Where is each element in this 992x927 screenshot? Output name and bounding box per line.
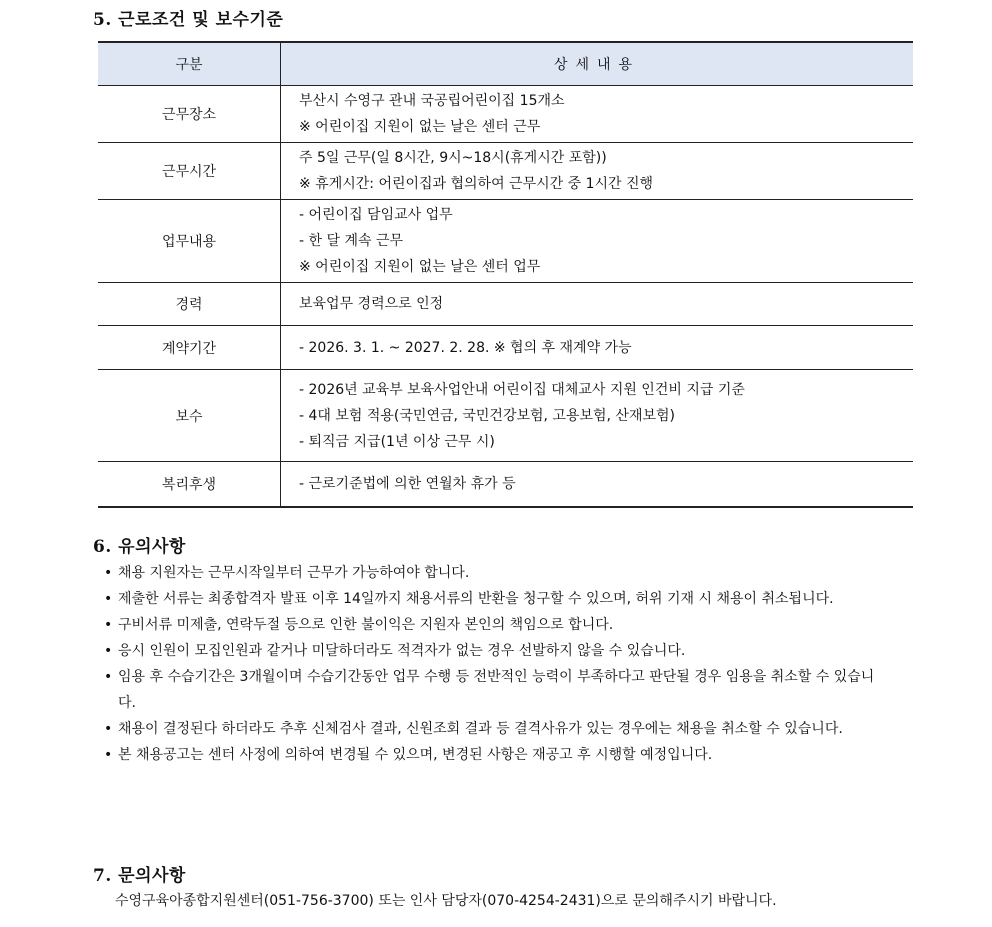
content-line: 주 5일 근무(일 8시간, 9시~18시(휴게시간 포함)) (299, 150, 607, 166)
section-6-title: 6. 유의사항 (93, 537, 186, 557)
content-line: - 2026. 3. 1. ~ 2027. 2. 28. ※ 협의 후 재계약 가능 (299, 339, 632, 356)
row-label-contract-period: 계약기간 (98, 326, 281, 370)
row-content-work-place (281, 86, 914, 143)
row-content-work-hours (281, 143, 914, 200)
content-line: - 어린이집 담임교사 업무 (299, 207, 453, 223)
content-line: ※ 어린이집 지원이 없는 날은 센터 업무 (299, 259, 541, 275)
list-item (104, 742, 884, 768)
note-text: 구비서류 미제출, 연락두절 등으로 인한 불이익은 지원자 본인의 책임으로 합니다. (118, 617, 614, 633)
content-line: - 2026년 교육부 보육사업안내 어린이집 대체교사 지원 인건비 지급 기준 (299, 381, 745, 398)
bullet-icon: • (104, 669, 113, 685)
list-item (104, 586, 884, 612)
table-row (98, 326, 913, 370)
note-text: 채용 지원자는 근무시작일부터 근무가 가능하여야 합니다. (118, 565, 470, 581)
content-line: - 퇴직금 지급(1년 이상 근무 시) (299, 433, 495, 450)
content-line: ※ 어린이집 지원이 없는 날은 센터 근무 (299, 119, 541, 135)
note-text: 채용이 결정된다 하더라도 추후 신체검사 결과, 신원조회 결과 등 결격사유가 있는 경우에는 채용을 취소할 수 있습니다. (118, 721, 843, 737)
table-row (98, 86, 913, 143)
note-text: 응시 인원이 모집인원과 같거나 미달하더라도 적격자가 없는 경우 선발하지 않을 수 있습니다. (118, 643, 686, 659)
header-details: 상세내용 (281, 42, 914, 86)
row-label-salary: 보수 (98, 370, 281, 462)
note-text: 임용 후 수습기간은 3개월이며 수습기간동안 업무 수행 등 전반적인 능력이 부족하다고 판단될 경우 임용을 취소할 수 있습니다. (118, 669, 875, 711)
table-row (98, 370, 913, 462)
row-label-experience: 경력 (98, 283, 281, 326)
list-item (104, 664, 884, 716)
bullet-icon: • (104, 591, 113, 607)
table-row (98, 143, 913, 200)
row-label-work-hours: 근무시간 (98, 143, 281, 200)
content-line: ※ 휴게시간: 어린이집과 협의하여 근무시간 중 1시간 진행 (299, 176, 654, 192)
contact-info: 수영구육아종합지원센터(051-756-3700) 또는 인사 담당자(070-4254-2431)으로 문의해주시기 바랍니다. (115, 893, 777, 909)
table-row (98, 462, 913, 507)
working-conditions-table (98, 41, 913, 508)
bullet-icon: • (104, 643, 113, 659)
content-line: - 근로기준법에 의한 연월차 휴가 등 (299, 475, 516, 492)
row-label-work-place: 근무장소 (98, 86, 281, 143)
content-line: 부산시 수영구 관내 국공립어린이집 15개소 (299, 93, 565, 109)
note-text: 제출한 서류는 최종합격자 발표 이후 14일까지 채용서류의 반환을 청구할 수 있으며, 허위 기재 시 채용이 취소됩니다. (118, 591, 834, 607)
row-content-duties (281, 200, 914, 283)
table-header-row (98, 42, 913, 86)
bullet-icon: • (104, 565, 113, 581)
section-7-title: 7. 문의사항 (93, 866, 186, 886)
row-content-salary (281, 370, 914, 462)
list-item (104, 638, 884, 664)
list-item (104, 612, 884, 638)
row-content-contract-period (281, 326, 914, 370)
bullet-icon: • (104, 617, 113, 633)
table-row (98, 200, 913, 283)
row-label-duties: 업무내용 (98, 200, 281, 283)
content-line: - 한 달 계속 근무 (299, 233, 403, 249)
list-item (104, 716, 884, 742)
bullet-icon: • (104, 721, 113, 737)
content-line: - 4대 보험 적용(국민연금, 국민건강보험, 고용보험, 산재보험) (299, 407, 675, 424)
row-content-experience (281, 283, 914, 326)
section-5-title: 5. 근로조건 및 보수기준 (93, 10, 284, 30)
note-text: 본 채용공고는 센터 사정에 의하여 변경될 수 있으며, 변경된 사항은 재공고 후 시행할 예정입니다. (118, 747, 713, 763)
row-content-welfare (281, 462, 914, 507)
header-category: 구분 (98, 42, 281, 86)
row-label-welfare: 복리후생 (98, 462, 281, 507)
bullet-icon: • (104, 747, 113, 763)
content-line: 보육업무 경력으로 인정 (299, 296, 444, 312)
notes-list (104, 560, 884, 768)
table-row (98, 283, 913, 326)
list-item (104, 560, 884, 586)
